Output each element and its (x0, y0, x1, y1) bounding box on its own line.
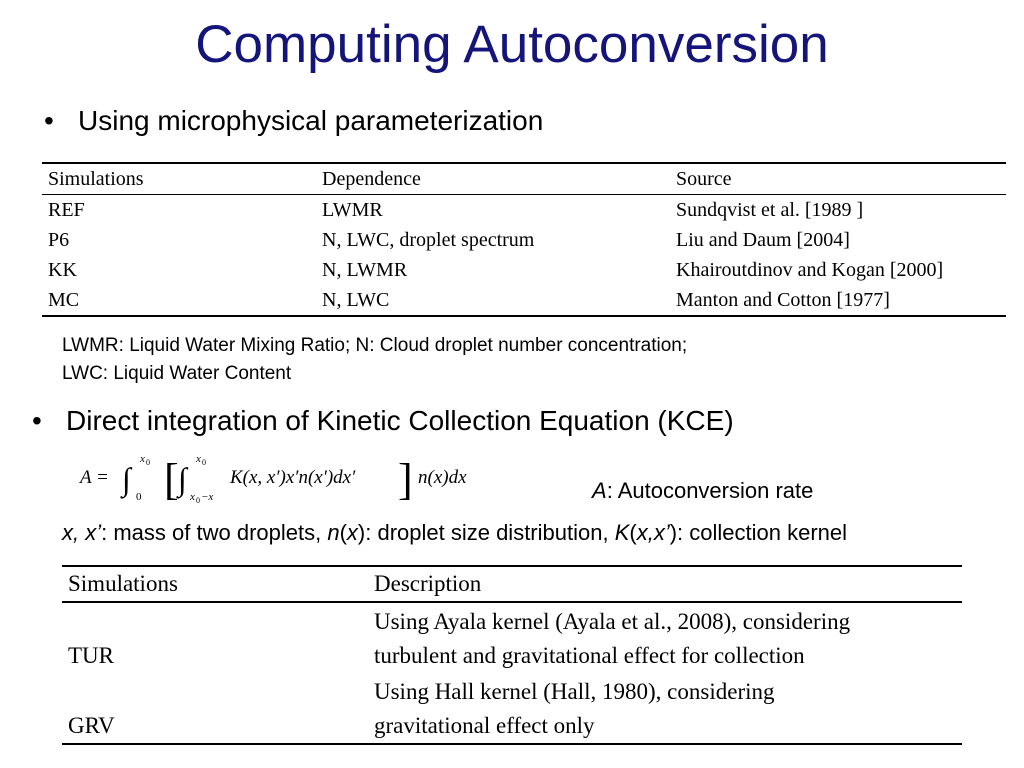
cell-dependence: N, LWC, droplet spectrum (322, 228, 535, 251)
var-xx: x,x’ (636, 520, 670, 545)
integral-sign-inner: ∫ (178, 461, 187, 497)
simulation-description-table (62, 565, 962, 745)
description-line: turbulent and gravitational effect for collection (374, 643, 805, 668)
autoconversion-text: : Autoconversion rate (606, 478, 814, 503)
var-text: ( (629, 520, 637, 545)
integral-sign-outer: ∫ (122, 461, 131, 497)
var-x2: x (346, 520, 358, 545)
var-text: : mass of two droplets, (101, 520, 328, 545)
eq-lower2-sub: 0 (196, 496, 200, 505)
note-line: LWMR: Liquid Water Mixing Ratio; N: Cloud droplet number concentration; (62, 335, 688, 356)
kce-equation (78, 450, 498, 506)
cell-dependence: N, LWC (322, 288, 390, 311)
table-header-row (62, 566, 962, 602)
bullet-dot: • (44, 105, 54, 136)
cell-simulation: KK (48, 258, 77, 281)
cell-source: Manton and Cotton [1977] (676, 288, 890, 311)
description-line: Using Ayala kernel (Ayala et al., 2008), considering (374, 609, 851, 634)
cell-source: Sundqvist et al. [1989 ] (676, 198, 864, 221)
left-bracket: [ (164, 455, 179, 504)
table-row (42, 285, 1006, 316)
parameterization-table (42, 162, 1006, 317)
eq-integrand: K(x, x′)x′n(x′)dx′ (230, 467, 356, 488)
description-line: Using Hall kernel (Hall, 1980), considering (374, 679, 775, 704)
var-x: x, x’ (62, 520, 102, 545)
bullet-dot: • (32, 405, 42, 436)
slide-title: Computing Autoconversion (195, 15, 829, 74)
eq-upper2-sub: 0 (202, 458, 206, 467)
table-row (62, 673, 962, 744)
eq-upper2: x (196, 453, 201, 465)
cell-simulation: P6 (48, 228, 70, 251)
bullet-microphysical (44, 104, 543, 138)
bullet-text: Direct integration of Kinetic Collection Equation (KCE) (66, 405, 734, 436)
cell-simulation: GRV (68, 713, 115, 738)
autoconversion-symbol: A (592, 478, 607, 503)
header-dependence: Dependence (316, 163, 670, 195)
bullet-text: Using microphysical parameterization (78, 105, 544, 136)
var-n: n (327, 520, 340, 545)
var-text: ( (339, 520, 347, 545)
bullet-kce (32, 404, 734, 438)
var-k: K (614, 520, 630, 545)
eq-lower2: x (190, 491, 195, 503)
autoconversion-definition (592, 478, 813, 504)
note-line: LWC: Liquid Water Content (62, 363, 292, 384)
table-row (42, 255, 1006, 285)
cell-description (368, 673, 962, 744)
eq-tail: n(x)dx (418, 467, 467, 488)
eq-lower1: 0 (136, 491, 142, 503)
table-header-row (42, 163, 1006, 195)
cell-simulation: MC (48, 288, 80, 311)
cell-simulation: REF (48, 198, 85, 221)
cell-dependence: LWMR (322, 198, 383, 221)
eq-lhs: A = (80, 467, 109, 488)
var-text: ): collection kernel (669, 520, 848, 545)
header-simulations: Simulations (62, 566, 368, 602)
var-text: ): droplet size distribution, (357, 520, 615, 545)
cell-source: Khairoutdinov and Kogan [2000] (676, 258, 944, 281)
table-row (62, 602, 962, 673)
description-line: gravitational effect only (374, 713, 595, 738)
eq-upper1: x (140, 453, 145, 465)
abbreviation-note (62, 332, 687, 388)
header-simulations: Simulations (42, 163, 316, 195)
cell-dependence: N, LWMR (322, 258, 408, 281)
cell-simulation: TUR (68, 643, 114, 668)
eq-upper1-sub: 0 (146, 458, 150, 467)
right-bracket: ] (398, 455, 413, 504)
header-source: Source (670, 163, 1006, 195)
cell-source: Liu and Daum [2004] (676, 228, 850, 251)
table-row (42, 225, 1006, 255)
table-row (42, 195, 1006, 226)
header-description: Description (368, 566, 962, 602)
eq-lower2-rest: −x (201, 491, 214, 503)
variable-definitions (62, 520, 847, 546)
cell-description (368, 602, 962, 673)
